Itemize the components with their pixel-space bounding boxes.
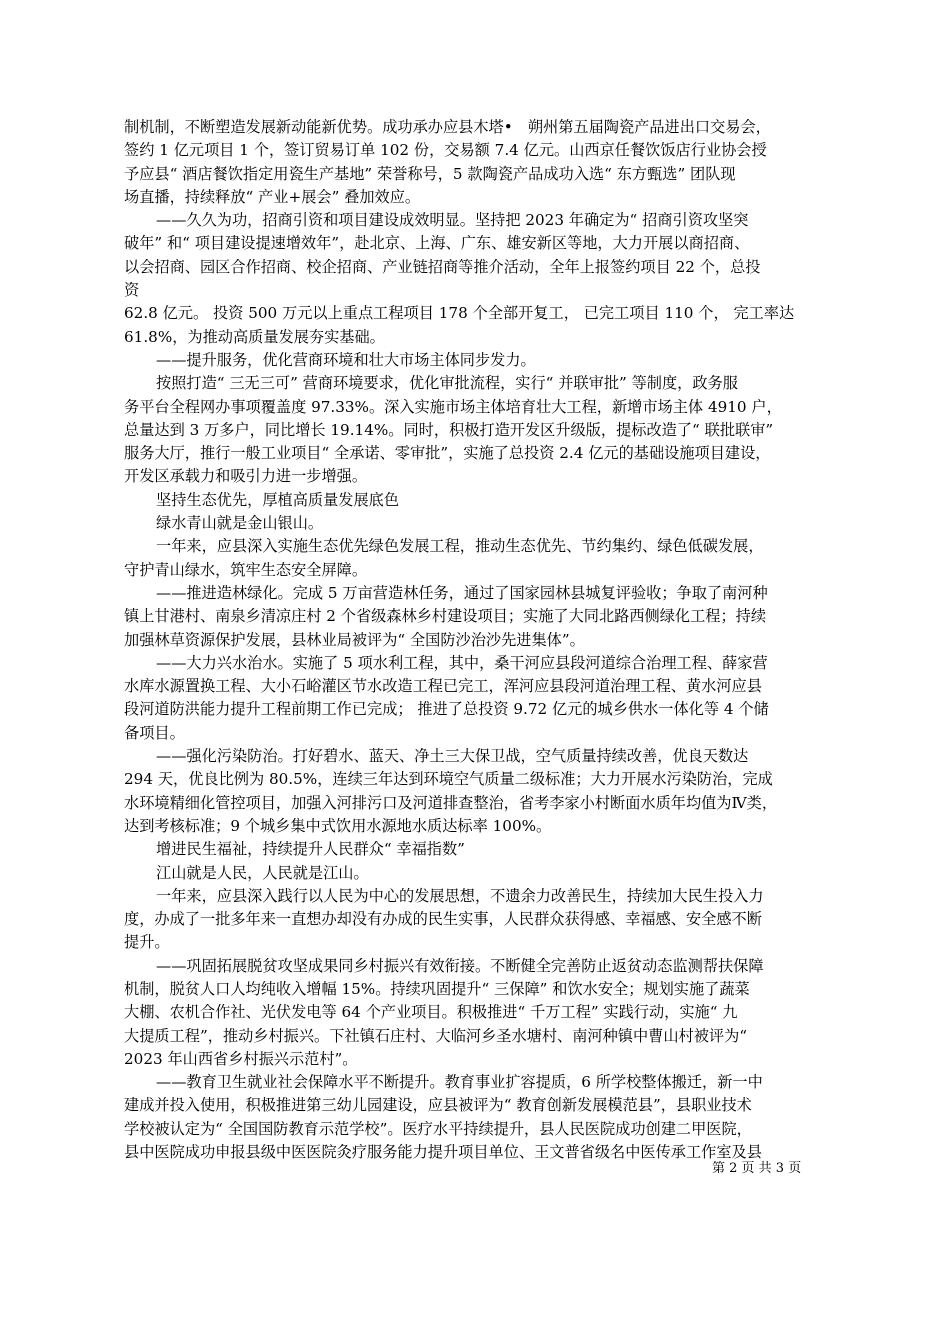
text-line: 大棚、农机合作社、光伏发电等 64 个产业项目。积极推进“ 千万工程” 实践行动，实施“ 九 [124, 1003, 738, 1022]
text-line: 江山就是人民，人民就是江山。 [156, 863, 369, 882]
text-line: 签约 1 亿元项目 1 个，签订贸易订单 102 份，交易额 7.4 亿元。山西京任餐饮饭店行业协会授 [124, 141, 767, 160]
text-line: 学校被认定为“ 全国国防教育示范学校”。医疗水平持续提升，县人民医院成功创建二甲医院， [124, 1119, 752, 1138]
text-line: ——提升服务，优化营商环境和壮大市场主体同步发力。 [156, 350, 536, 369]
text-line: ——推进造林绿化。完成 5 万亩营造林任务，通过了国家园林县城复评验收；争取了南河种 [156, 583, 768, 602]
text-line: 大提质工程”，推动乡村振兴。下社镇石庄村、大临河乡圣水塘村、南河种镇中曹山村被评为“ [124, 1026, 748, 1045]
text-line: 机制，脱贫人口人均纯收入增幅 15%。持续巩固提升“ 三保障” 和饮水安全；规划实施了蔬菜 [124, 979, 750, 998]
text-line: 服务大厅，推行一般工业项目“ 全承诺、零审批”，实施了总投资 2.4 亿元的基础设施项目建设， [124, 444, 771, 463]
text-line: 62.8 亿元。 投资 500 万元以上重点工程项目 178 个全部开复工， 已完工项目 110 个， 完工率达 [124, 304, 795, 323]
section-heading: 坚持生态优先，厚植高质量发展底色 [156, 490, 399, 509]
text-line: ——强化污染防治。打好碧水、蓝天、净土三大保卫战，空气质量持续改善，优良天数达 [156, 747, 749, 766]
text-line: ——久久为功，招商引资和项目建设成效明显。坚持把 2023 年确定为“ 招商引资攻坚突 [156, 211, 749, 230]
text-line: 提升。 [124, 933, 170, 952]
text-line: 守护青山绿水，筑牢生态安全屏障。 [124, 560, 367, 579]
text-line: 场直播，持续释放“ 产业+展会” 叠加效应。 [124, 187, 421, 206]
text-line: 按照打造“ 三无三可” 营商环境要求，优化审批流程，实行“ 并联审批” 等制度，政务服 [156, 374, 738, 393]
text-line: ——大力兴水治水。实施了 5 项水利工程，其中，桑干河应县段河道综合治理工程、薛家营 [156, 653, 768, 672]
text-line: 务平台全程网办事项覆盖度 97.33%。深入实施市场主体培育壮大工程，新增市场主体 4910 户， [124, 397, 782, 416]
text-line: 一年来，应县深入实施生态优先绿色发展工程，推动生态优先、节约集约、绿色低碳发展， [156, 537, 764, 556]
text-line: 段河道防洪能力提升工程前期工作已完成； 推进了总投资 9.72 亿元的城乡供水一体化等 4 个储 [124, 700, 769, 719]
text-line: 开发区承载力和吸引力进一步增强。 [124, 467, 367, 486]
text-line: 绿水青山就是金山银山。 [156, 514, 324, 533]
section-heading: 增进民生福祉，持续提升人民群众“ 幸福指数” [156, 840, 465, 859]
text-line: 予应县“ 酒店餐饮指定用瓷生产基地” 荣誉称号，5 款陶瓷产品成功入选“ 东方甄选” 团队现 [124, 164, 736, 183]
text-line: 总量达到 3 万多户，同比增长 19.14%。同时，积极打造开发区升级版，提标改造了“ 联批联审” [124, 420, 774, 439]
text-line: 加强林草资源保护发展，县林业局被评为“ 全国防沙治沙先进集体”。 [124, 630, 585, 649]
text-line: 以会招商、园区合作招商、校企招商、产业链招商等推介活动，全年上报签约项目 22 个，总投 [124, 257, 761, 276]
text-line: 破年” 和“ 项目建设提速增效年”，赴北京、上海、广东、雄安新区等地，大力开展以商招商、 [124, 234, 750, 253]
text-line: 达到考核标准；9 个城乡集中式饮用水源地水质达标率 100%。 [124, 816, 552, 835]
text-line: 建成并投入使用，积极推进第三幼儿园建设，应县被评为“ 教育创新发展模范县”，县职业技术 [124, 1096, 752, 1115]
text-line: 镇上甘港村、南泉乡清凉庄村 2 个省级森林乡村建设项目；实施了大同北路西侧绿化工程；持续 [124, 607, 767, 626]
text-line: 度，办成了一批多年来一直想办却没有办成的民生实事，人民群众获得感、幸福感、安全感不断 [124, 910, 762, 929]
document-body [124, 116, 824, 1164]
text-line: 61.8%，为推动高质量发展夯实基础。 [124, 327, 385, 346]
text-line: ——教育卫生就业社会保障水平不断提升。教育事业扩容提质，6 所学校整体搬迁，新一中 [156, 1073, 763, 1092]
text-line: 水环境精细化管控项目，加强入河排污口及河道排查整治，省考李家小村断面水质年均值为Ⅳ类， [124, 793, 778, 812]
page-number: 第 2 页 共 3 页 [712, 1161, 802, 1176]
text-line: ——巩固拓展脱贫攻坚成果同乡村振兴有效衔接。不断健全完善防止返贫动态监测帮扶保障 [156, 956, 764, 975]
text-line: 2023 年山西省乡村振兴示范村”。 [124, 1049, 358, 1068]
text-line: 水库水源置换工程、大小石峪灌区节水改造工程已完工，浑河应县段河道治理工程、黄水河应县 [124, 677, 762, 696]
text-line: 制机制，不断塑造发展新动能新优势。成功承办应县木塔• 朔州第五届陶瓷产品进出口交易会， [124, 118, 771, 136]
text-line: 294 天，优良比例为 80.5%，连续三年达到环境空气质量二级标准；大力开展水污染防治，完成 [124, 770, 773, 789]
text-line: 资 [124, 281, 140, 300]
text-line: 一年来，应县深入践行以人民为中心的发展思想，不遗余力改善民生，持续加大民生投入力 [156, 886, 764, 905]
text-line: 县中医院成功申报县级中医医院灸疗服务能力提升项目单位、王文普省级名中医传承工作室及县 [124, 1143, 762, 1162]
text-line: 备项目。 [124, 723, 185, 742]
